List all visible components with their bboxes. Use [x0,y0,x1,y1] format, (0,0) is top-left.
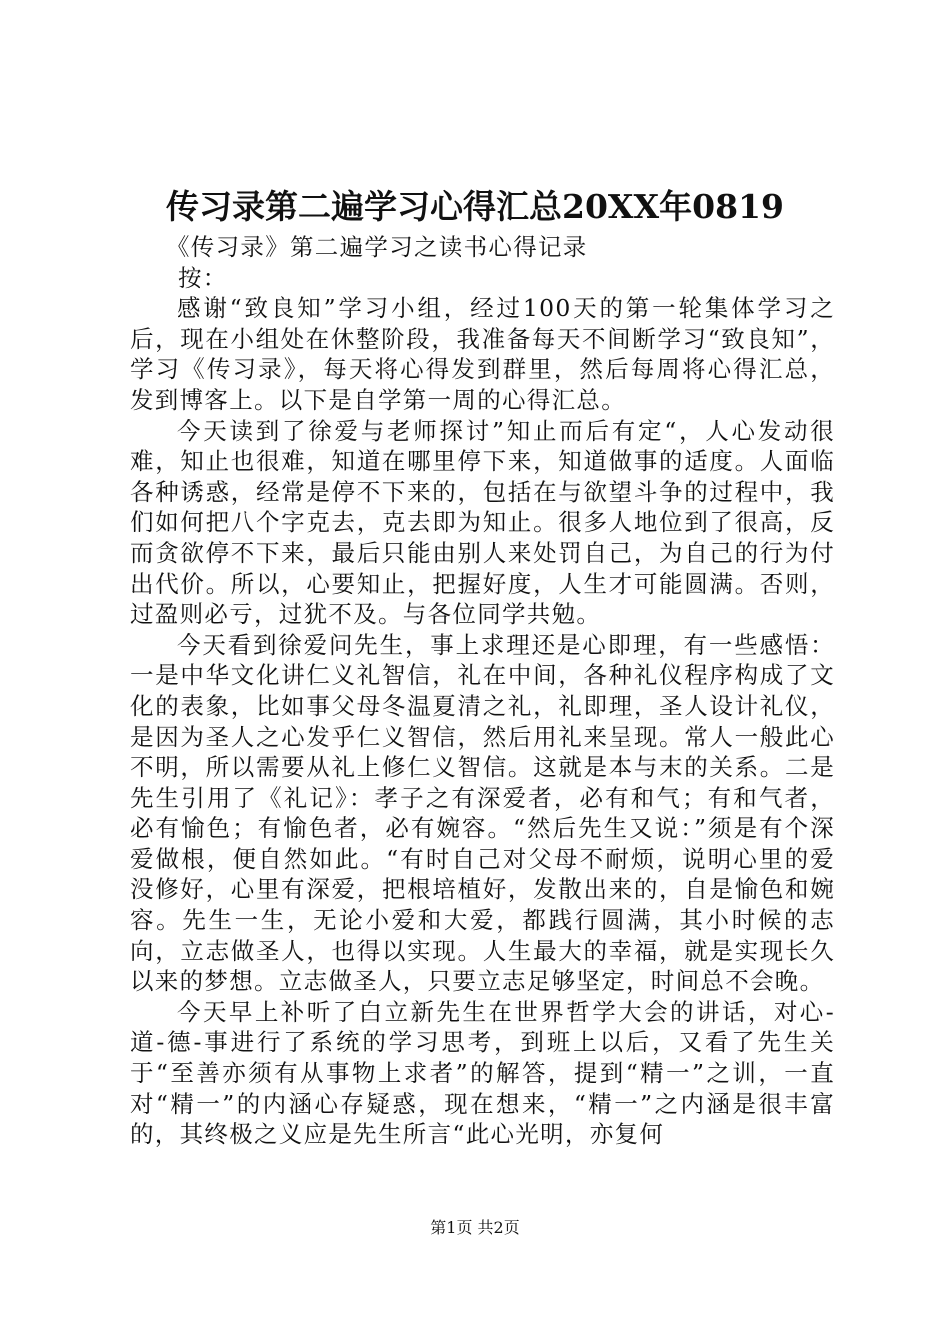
page-footer: 第1页 共2页 [430,1218,520,1237]
paragraph: 今天早上补听了白立新先生在世界哲学大会的讲话，对心-道-德-事进行了系统的学习思考，到班上以后，又看了先生关于“至善亦须有从事物上求者”的解答，提到“精一”之训，一直对“精一”的内涵心存疑惑，现在想来，“精一”之内涵是很丰富的，其终极之义应是先生所言“此心光明，亦复何 [130,997,835,1149]
paragraph: 感谢“致良知”学习小组，经过100天的第一轮集体学习之后，现在小组处在休整阶段，我准备每天不间断学习“致良知”，学习《传习录》，每天将心得发到群里，然后每周将心得汇总，发到博客上。以下是自学第一周的心得汇总。 [130,294,835,414]
paragraph: 今天读到了徐爱与老师探讨”知止而后有定“，人心发动很难，知止也很难，知道在哪里停下来，知道做事的适度。人面临各种诱惑，经常是停不下来的，包括在与欲望斗争的过程中，我们如何把八个字克去，克去即为知止。很多人地位到了很高，反而贪欲停不下来，最后只能由别人来处罚自己，为自己的行为付出代价。所以，心要知止，把握好度，人生才可能圆满。否则，过盈则必亏，过犹不及。与各位同学共勉。 [130,416,835,629]
paragraph: 今天看到徐爱问先生，事上求理还是心即理，有一些感悟：一是中华文化讲仁义礼智信，礼在中间，各种礼仪程序构成了文化的表象，比如事父母冬温夏清之礼，礼即理，圣人设计礼仪，是因为圣人之心发乎仁义智信，然后用礼来呈现。常人一般此心不明，所以需要从礼上修仁义智信。这就是本与末的关系。二是先生引用了《礼记》：孝子之有深爱者，必有和气；有和气者，必有愉色；有愉色者，必有婉容。“然后先生又说：”须是有个深爱做根，便自然如此。“有时自己对父母不耐烦，说明心里的爱没修好，心里有深爱，把根培植好，发散出来的，自是愉色和婉容。先生一生，无论小爱和大爱，都践行圆满，其小时候的志向，立志做圣人，也得以实现。人生最大的幸福，就是实现长久以来的梦想。立志做圣人，只要立志足够坚定，时间总不会晚。 [130,630,835,996]
document-subtitle: 《传习录》第二遍学习之读书心得记录 [166,233,588,261]
note-label: 按： [178,263,228,292]
document-body [130,232,835,1150]
document-title: 传习录第二遍学习心得汇总20XX年0819 [166,187,784,226]
